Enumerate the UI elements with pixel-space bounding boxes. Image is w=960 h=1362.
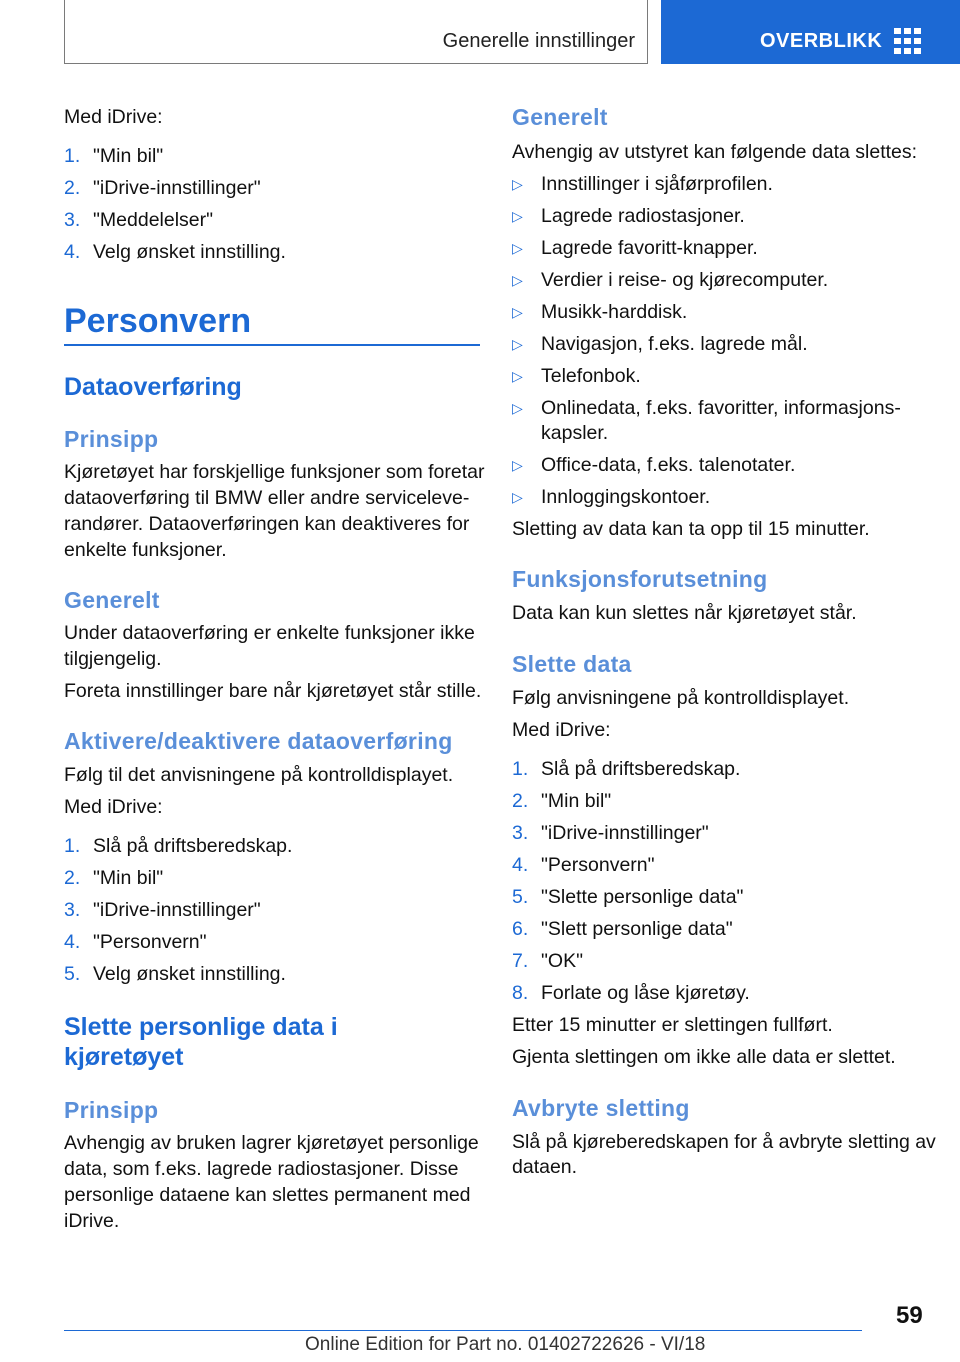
step-number: 7.	[512, 950, 529, 972]
triangle-right-icon: ▷	[512, 368, 523, 384]
step-text: Slå på driftsberedskap.	[93, 835, 293, 857]
step-text: "iDrive-innstillinger"	[93, 177, 261, 199]
triangle-right-icon: ▷	[512, 457, 523, 473]
paragraph: Gjenta slettingen om ikke alle data er slettet.	[512, 1046, 896, 1068]
bullet-text: Innloggingskontoer.	[541, 486, 711, 508]
step-text: "Slett personlige data"	[541, 918, 733, 940]
bullet-text: Musikk-harddisk.	[541, 301, 688, 323]
step-number: 2.	[512, 790, 529, 812]
paragraph-line: tilgjengelig.	[64, 648, 162, 670]
step-number: 5.	[64, 963, 81, 985]
step-number: 2.	[64, 177, 81, 199]
section-tab[interactable]	[64, 0, 648, 64]
grid-icon[interactable]	[894, 28, 922, 54]
bullet-text: Lagrede favoritt-knapper.	[541, 237, 758, 259]
footer-rule	[64, 1330, 862, 1331]
paragraph-line: Under dataoverføring er enkelte funksjoner ikke	[64, 622, 475, 644]
page-number: 59	[896, 1302, 923, 1329]
step-number: 4.	[64, 931, 81, 953]
step-number: 8.	[512, 982, 529, 1004]
step-number: 1.	[512, 758, 529, 780]
paragraph: Sletting av data kan ta opp til 15 minutter.	[512, 518, 870, 540]
triangle-right-icon: ▷	[512, 400, 523, 416]
paragraph-line: Kjøretøyet har forskjellige funksjoner som foretar	[64, 461, 485, 483]
bullet-text: Verdier i reise- og kjørecomputer.	[541, 269, 829, 291]
step-text: "Slette personlige data"	[541, 886, 744, 908]
heading-slette-data: Slette data	[512, 651, 632, 677]
step-text: "Min bil"	[93, 867, 164, 889]
paragraph-line: dataen.	[512, 1156, 578, 1178]
paragraph: Med iDrive:	[512, 719, 611, 741]
heading-avbryte-sletting: Avbryte sletting	[512, 1095, 690, 1121]
step-number: 3.	[64, 899, 81, 921]
paragraph-line: Slå på kjøreberedskapen for å avbryte sletting av	[512, 1131, 936, 1153]
heading-aktivere: Aktivere/deaktivere dataoverføring	[64, 728, 453, 754]
paragraph-line: data, som f.eks. lagrede radiostasjoner. Disse	[64, 1158, 459, 1180]
step-number: 2.	[64, 867, 81, 889]
bullet-text: Innstillinger i sjåførprofilen.	[541, 173, 773, 195]
step-text: "Meddelelser"	[93, 209, 214, 231]
intro-text: Med iDrive:	[64, 106, 163, 128]
step-text: "OK"	[541, 950, 584, 972]
step-text: Forlate og låse kjøretøy.	[541, 982, 750, 1004]
paragraph-line: iDrive.	[64, 1210, 120, 1232]
heading-slette-personlige-line2: kjøretøyet	[64, 1043, 184, 1071]
paragraph-line: personlige dataene kan slettes permanent med	[64, 1184, 471, 1206]
section-tab-label: Generelle innstillinger	[442, 30, 635, 52]
heading-slette-personlige: Slette personlige data i	[64, 1013, 338, 1041]
step-number: 3.	[512, 822, 529, 844]
triangle-right-icon: ▷	[512, 489, 523, 505]
paragraph: Foreta innstillinger bare når kjøretøyet står stille.	[64, 680, 482, 702]
step-text: Slå på driftsberedskap.	[541, 758, 741, 780]
step-text: "Min bil"	[93, 145, 164, 167]
paragraph: Følg anvisningene på kontrolldisplayet.	[512, 687, 850, 709]
heading-prinsipp: Prinsipp	[64, 426, 159, 452]
section-title-personvern: Personvern	[64, 302, 252, 340]
paragraph-line: dataoverføring til BMW eller andre serviceleve-	[64, 487, 470, 509]
triangle-right-icon: ▷	[512, 208, 523, 224]
triangle-right-icon: ▷	[512, 336, 523, 352]
step-number: 1.	[64, 145, 81, 167]
bullet-text: Navigasjon, f.eks. lagrede mål.	[541, 333, 808, 355]
step-text: Velg ønsket innstilling.	[93, 963, 286, 985]
overview-button-label: OVERBLIKK	[760, 30, 883, 52]
step-text: "Min bil"	[541, 790, 612, 812]
paragraph-line: randører. Dataoverføringen kan deaktiveres for	[64, 513, 470, 535]
bullet-text: Onlinedata, f.eks. favoritter, informasjons-	[541, 397, 901, 419]
triangle-right-icon: ▷	[512, 272, 523, 288]
step-text: Velg ønsket innstilling.	[93, 241, 286, 263]
triangle-right-icon: ▷	[512, 304, 523, 320]
heading-prinsipp-2: Prinsipp	[64, 1097, 159, 1123]
step-text: "Personvern"	[93, 931, 207, 953]
step-number: 1.	[64, 835, 81, 857]
step-number: 4.	[64, 241, 81, 263]
paragraph: Etter 15 minutter er slettingen fullført.	[512, 1014, 833, 1036]
section-rule	[64, 344, 480, 346]
step-number: 5.	[512, 886, 529, 908]
step-number: 4.	[512, 854, 529, 876]
heading-dataoverforing: Dataoverføring	[64, 373, 242, 401]
triangle-right-icon: ▷	[512, 176, 523, 192]
triangle-right-icon: ▷	[512, 240, 523, 256]
paragraph: Avhengig av utstyret kan følgende data slettes:	[512, 141, 918, 163]
step-number: 6.	[512, 918, 529, 940]
bullet-text: Office-data, f.eks. talenotater.	[541, 454, 796, 476]
heading-generelt: Generelt	[64, 587, 160, 613]
heading-generelt-2: Generelt	[512, 104, 608, 130]
step-number: 3.	[64, 209, 81, 231]
paragraph: Data kan kun slettes når kjøretøyet står.	[512, 602, 857, 624]
step-text: "Personvern"	[541, 854, 655, 876]
edition-note: Online Edition for Part no. 01402722626 - VI/18	[305, 1334, 706, 1355]
paragraph-line: enkelte funksjoner.	[64, 539, 227, 561]
step-text: "iDrive-innstillinger"	[93, 899, 261, 921]
paragraph: Følg til det anvisningene på kontrolldisplayet.	[64, 764, 454, 786]
bullet-text: Telefonbok.	[541, 365, 641, 387]
paragraph-line: Avhengig av bruken lagrer kjøretøyet personlige	[64, 1132, 479, 1154]
heading-funksjonsforutsetning: Funksjonsforutsetning	[512, 566, 768, 592]
bullet-text: kapsler.	[541, 422, 609, 444]
paragraph: Med iDrive:	[64, 796, 163, 818]
step-text: "iDrive-innstillinger"	[541, 822, 709, 844]
bullet-text: Lagrede radiostasjoner.	[541, 205, 745, 227]
